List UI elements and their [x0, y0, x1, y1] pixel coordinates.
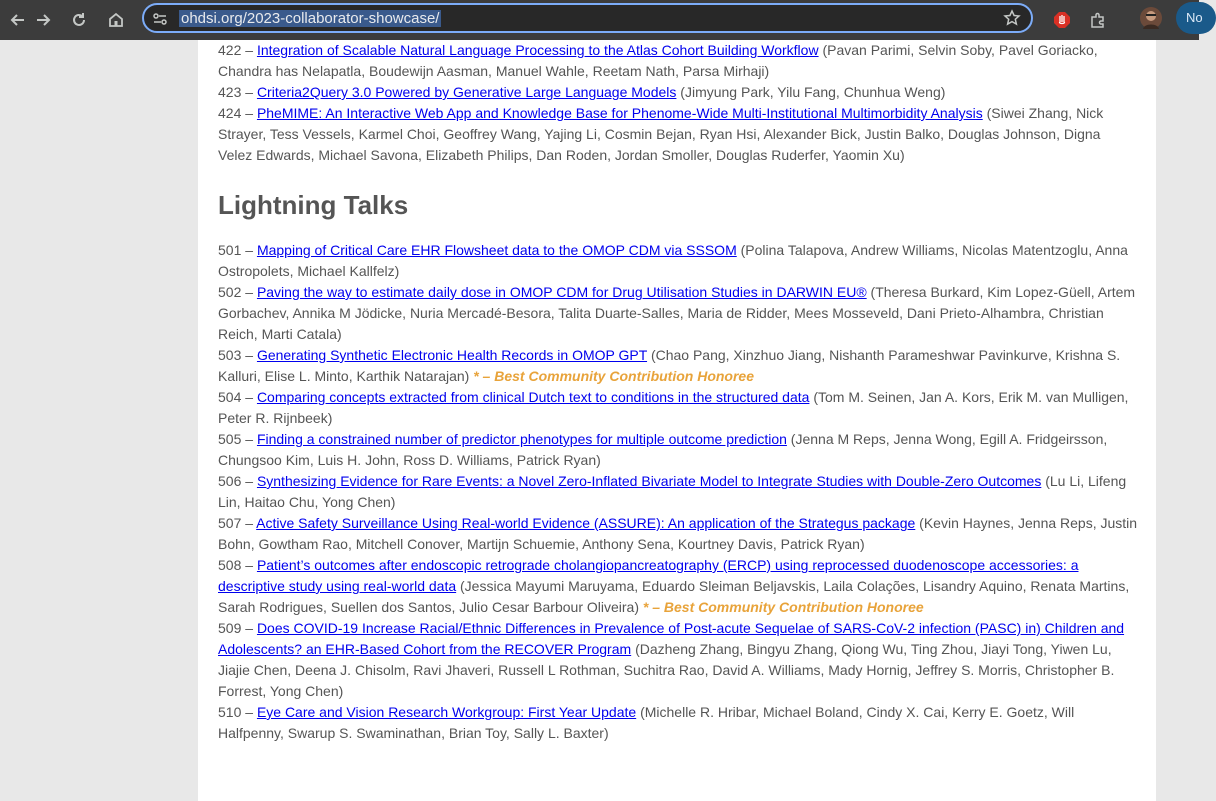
honoree-badge: * – Best Community Contribution Honoree: [473, 368, 755, 384]
profile-button[interactable]: No: [1176, 2, 1216, 34]
list-item: 504 – Comparing concepts extracted from clinical Dutch text to conditions in the structured data (Tom M. Seinen, Jan A. Kors, Erik M. van Mulligen, Peter R. Rijnbeek): [218, 389, 1129, 426]
entry-title-link[interactable]: Does COVID-19 Increase Racial/Ethnic Differences in Prevalence of Post-acute Sequelae of SARS-CoV-2 infection (PASC) in) Children and Adolescents? an EHR-Based Cohort from the RECOVER Program: [218, 620, 1125, 657]
entry-authors: (Lu Li, Lifeng Lin, Haitao Chu, Yong Chen): [218, 473, 1127, 510]
list-item: 424 – PheMIME: An Interactive Web App and Knowledge Base for Phenome-Wide Multi-Institutional Multimorbidity Analysis (Siwei Zhang, Nick Strayer, Tess Vessels, Karmel Choi, Geoffrey Wang, Yajing Li, Cosmin Bejan, Ryan Hsi, Alexander Bick, Justin Balko, Douglas Johnson, Digna Velez Edwards, Michael Savona, Elizabeth Philips, Dan Roden, Jordan Smoller, Douglas Ruderfer, Yaomin Xu): [218, 105, 1104, 163]
entry-number: 504: [218, 389, 242, 405]
entry-title-link[interactable]: Paving the way to estimate daily dose in OMOP CDM for Drug Utilisation Studies in DARWIN EU®: [256, 284, 867, 300]
back-icon[interactable]: [6, 8, 30, 32]
browser-toolbar: [0, 0, 1203, 40]
home-icon[interactable]: [104, 8, 128, 32]
list-item: 505 – Finding a constrained number of predictor phenotypes for multiple outcome prediction (Jenna M Reps, Jenna Wong, Egill A. Fridgeirsson, Chungsoo Kim, Luis H. John, Ross D. Williams, Patrick Ryan): [218, 431, 1108, 468]
poster-list: [218, 40, 1138, 166]
article-content: [218, 40, 1138, 744]
entry-number: 508: [218, 557, 242, 573]
site-settings-icon[interactable]: [152, 11, 168, 32]
entry-title-link[interactable]: Comparing concepts extracted from clinical Dutch text to conditions in the structured data: [256, 389, 810, 405]
entry-number: 507: [218, 515, 242, 531]
bookmark-star-icon[interactable]: [1003, 9, 1021, 32]
entry-authors: (Jessica Mayumi Maruyama, Eduardo Sleiman Beljavskis, Laila Colações, Lisandry Aquino, Renata Martins, Sarah Rodrigues, Suellen dos Santos, Julio Cesar Barbour Oliveira): [218, 578, 1130, 615]
forward-icon[interactable]: [31, 8, 55, 32]
entry-authors: (Polina Talapova, Andrew Williams, Nicolas Matentzoglu, Anna Ostropolets, Michael Kallfelz): [218, 242, 1128, 279]
entry-title-link[interactable]: Patient’s outcomes after endoscopic retrograde cholangiopancreatography (ERCP) using reprocessed duodenoscope accessories: a descriptive study using real-world data: [218, 557, 1079, 594]
url-text[interactable]: ohdsi.org/2023-collaborator-showcase/: [181, 10, 440, 27]
entry-title-link[interactable]: Mapping of Critical Care EHR Flowsheet data to the OMOP CDM via SSSOM: [256, 242, 737, 258]
list-item: 502 – Paving the way to estimate daily dose in OMOP CDM for Drug Utilisation Studies in DARWIN EU® (Theresa Burkard, Kim Lopez-Güell, Artem Gorbachev, Annika M Jödicke, Nuria Mercadé-Besora, Talita Duarte-Salles, Maria de Ridder, Mees Mosseveld, Dani Prieto-Alhambra, Christian Reich, Marti Catala): [218, 284, 1136, 342]
list-item: 510 – Eye Care and Vision Research Workgroup: First Year Update (Michelle R. Hribar, Michael Boland, Cindy X. Cai, Kerry E. Goetz, Will Halfpenny, Swarup S. Swaminathan, Brian Toy, Sally L. Baxter): [218, 704, 1075, 741]
entry-number: 424: [218, 105, 242, 121]
entry-title-link[interactable]: Finding a constrained number of predictor phenotypes for multiple outcome prediction: [256, 431, 787, 447]
entry-title-link[interactable]: Criteria2Query 3.0 Powered by Generative Large Language Models: [256, 84, 677, 100]
entry-authors: (Chao Pang, Xinzhuo Jiang, Nishanth Parameshwar Pavinkurve, Krishna S. Kalluri, Elise L. Minto, Karthik Natarajan): [218, 347, 1121, 384]
page-body: [198, 40, 1156, 801]
entry-number: 503: [218, 347, 242, 363]
entry-authors: (Dazheng Zhang, Bingyu Zhang, Qiong Wu, Ting Zhou, Jiayi Tong, Yiwen Lu, Jiajie Chen, Deena J. Chisolm, Ravi Jhaveri, Russell L Rothman, Suchitra Rao, David A. Williams, Mady Hornig, Jeffrey S. Morris, Christopher B. Forrest, Yong Chen): [218, 641, 1115, 699]
list-item: 508 – Patient’s outcomes after endoscopic retrograde cholangiopancreatography (ERCP) using reprocessed duodenoscope accessories: a descriptive study using real-world data (Jessica Mayumi Maruyama, Eduardo Sleiman Beljavskis, Laila Colações, Lisandry Aquino, Renata Martins, Sarah Rodrigues, Suellen dos Santos, Julio Cesar Barbour Oliveira) * – Best Community Contribution Honoree: [218, 557, 1130, 615]
honoree-badge: * – Best Community Contribution Honoree: [642, 599, 924, 615]
entry-number: 501: [218, 242, 242, 258]
address-bar[interactable]: [142, 3, 1033, 33]
entry-number: 505: [218, 431, 242, 447]
entry-title-link[interactable]: Synthesizing Evidence for Rare Events: a Novel Zero-Inflated Bivariate Model to Integrate Studies with Double-Zero Outcomes: [256, 473, 1042, 489]
entry-title-link[interactable]: PheMIME: An Interactive Web App and Knowledge Base for Phenome-Wide Multi-Institutional Multimorbidity Analysis: [256, 105, 983, 121]
entry-number: 422: [218, 42, 242, 58]
entry-number: 423: [218, 84, 242, 100]
adblock-extension-icon[interactable]: [1050, 8, 1074, 32]
section-heading-lightning-talks: Lightning Talks: [218, 190, 409, 220]
entry-authors: (Jenna M Reps, Jenna Wong, Egill A. Fridgeirsson, Chungsoo Kim, Luis H. John, Ross D. Williams, Patrick Ryan): [218, 431, 1108, 468]
list-item: 422 – Integration of Scalable Natural Language Processing to the Atlas Cohort Building Workflow (Pavan Parimi, Selvin Soby, Pavel Goriacko, Chandra has Nelapatla, Boudewijn Aasman, Manuel Wahle, Reetam Nath, Parsa Mirhaji): [218, 42, 1098, 79]
list-item: 506 – Synthesizing Evidence for Rare Events: a Novel Zero-Inflated Bivariate Model to Integrate Studies with Double-Zero Outcomes (Lu Li, Lifeng Lin, Haitao Chu, Yong Chen): [218, 473, 1127, 510]
entry-authors: (Pavan Parimi, Selvin Soby, Pavel Goriacko, Chandra has Nelapatla, Boudewijn Aasman, Manuel Wahle, Reetam Nath, Parsa Mirhaji): [218, 42, 1098, 79]
entry-authors: (Siwei Zhang, Nick Strayer, Tess Vessels, Karmel Choi, Geoffrey Wang, Yajing Li, Cosmin Bejan, Ryan Hsi, Alexander Bick, Justin Balko, Douglas Johnson, Digna Velez Edwards, Michael Savona, Elizabeth Philips, Dan Roden, Jordan Smoller, Douglas Ruderfer, Yaomin Xu): [218, 105, 1104, 163]
list-item: 509 – Does COVID-19 Increase Racial/Ethnic Differences in Prevalence of Post-acute Sequelae of SARS-CoV-2 infection (PASC) in) Children and Adolescents? an EHR-Based Cohort from the RECOVER Program (Dazheng Zhang, Bingyu Zhang, Qiong Wu, Ting Zhou, Jiayi Tong, Yiwen Lu, Jiajie Chen, Deena J. Chisolm, Ravi Jhaveri, Russell L Rothman, Suchitra Rao, David A. Williams, Mady Hornig, Jeffrey S. Morris, Christopher B. Forrest, Yong Chen): [218, 620, 1125, 699]
entry-number: 506: [218, 473, 242, 489]
lightning-talks-list: [218, 240, 1138, 744]
entry-number: 510: [218, 704, 242, 720]
reload-icon[interactable]: [67, 8, 91, 32]
entry-authors: (Tom M. Seinen, Jan A. Kors, Erik M. van Mulligen, Peter R. Rijnbeek): [218, 389, 1129, 426]
entry-number: 509: [218, 620, 242, 636]
entry-title-link[interactable]: Generating Synthetic Electronic Health Records in OMOP GPT: [256, 347, 648, 363]
entry-authors: (Theresa Burkard, Kim Lopez-Güell, Artem Gorbachev, Annika M Jödicke, Nuria Mercadé-Besora, Talita Duarte-Salles, Maria de Ridder, Mees Mosseveld, Dani Prieto-Alhambra, Christian Reich, Marti Catala): [218, 284, 1136, 342]
entry-title-link[interactable]: Integration of Scalable Natural Language Processing to the Atlas Cohort Building Workflow: [256, 42, 819, 58]
entry-authors: (Kevin Haynes, Jenna Reps, Justin Bohn, Gowtham Rao, Mitchell Conover, Martijn Schuemie, Anthony Sena, Kourtney Davis, Patrick Ryan): [218, 515, 1138, 552]
entry-number: 502: [218, 284, 242, 300]
list-item: 503 – Generating Synthetic Electronic Health Records in OMOP GPT (Chao Pang, Xinzhuo Jiang, Nishanth Parameshwar Pavinkurve, Krishna S. Kalluri, Elise L. Minto, Karthik Natarajan) * – Best Community Contribution Honoree: [218, 347, 1121, 384]
entry-authors: (Michelle R. Hribar, Michael Boland, Cindy X. Cai, Kerry E. Goetz, Will Halfpenny, Swarup S. Swaminathan, Brian Toy, Sally L. Baxter): [218, 704, 1075, 741]
entry-title-link[interactable]: Eye Care and Vision Research Workgroup: First Year Update: [256, 704, 637, 720]
entry-title-link[interactable]: Active Safety Surveillance Using Real-world Evidence (ASSURE): An application of the Strategus package: [256, 515, 916, 531]
extensions-puzzle-icon[interactable]: [1086, 8, 1110, 32]
avatar[interactable]: [1140, 7, 1162, 29]
list-item: 501 – Mapping of Critical Care EHR Flowsheet data to the OMOP CDM via SSSOM (Polina Talapova, Andrew Williams, Nicolas Matentzoglu, Anna Ostropolets, Michael Kallfelz): [218, 242, 1128, 279]
list-item: 423 – Criteria2Query 3.0 Powered by Generative Large Language Models (Jimyung Park, Yilu Fang, Chunhua Weng): [218, 84, 946, 100]
entry-authors: (Jimyung Park, Yilu Fang, Chunhua Weng): [680, 84, 946, 100]
list-item: 507 – Active Safety Surveillance Using Real-world Evidence (ASSURE): An application of the Strategus package (Kevin Haynes, Jenna Reps, Justin Bohn, Gowtham Rao, Mitchell Conover, Martijn Schuemie, Anthony Sena, Kourtney Davis, Patrick Ryan): [218, 515, 1138, 552]
